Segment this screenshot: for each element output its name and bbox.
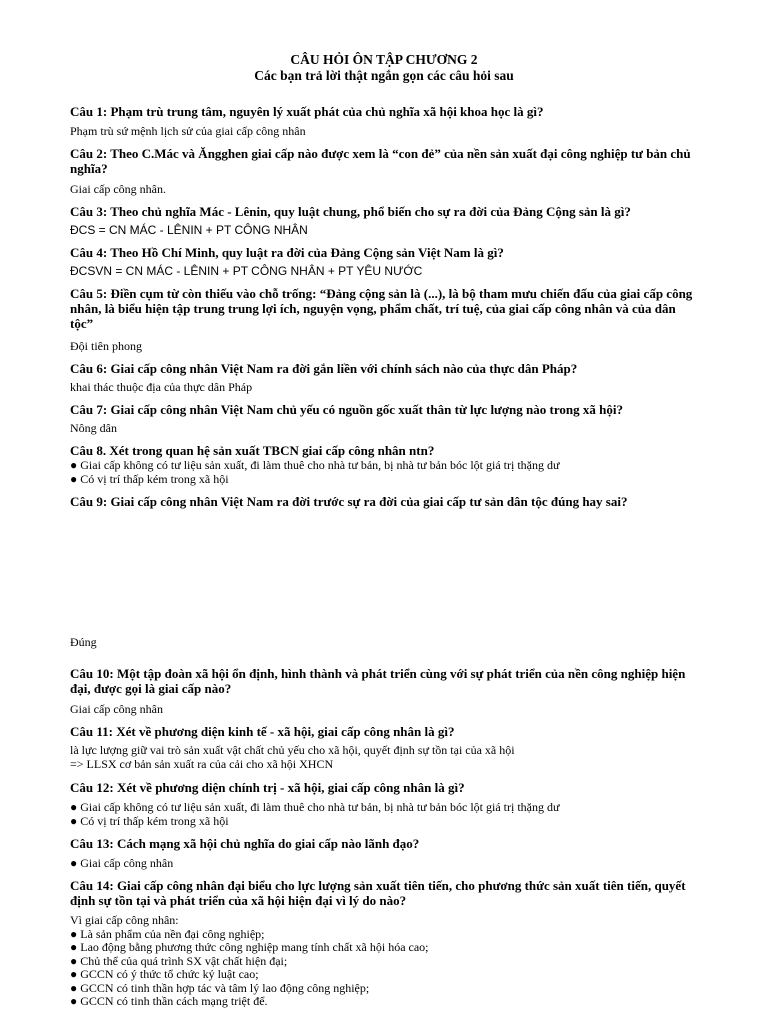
document-title: CÂU HỎI ÔN TẬP CHƯƠNG 2 bbox=[290, 52, 478, 67]
answer-12-line: ● Có vị trí thấp kém trong xã hội bbox=[70, 813, 229, 828]
answer-14-line: ● Chủ thể của quá trình SX vật chất hiện đại; bbox=[70, 953, 288, 968]
answer-9: Đúng bbox=[70, 635, 97, 649]
answer-12 bbox=[70, 801, 710, 828]
answer-8 bbox=[70, 459, 710, 486]
question-11: Câu 11: Xét về phương diện kinh tế - xã hội, giai cấp công nhân là gì? bbox=[70, 724, 455, 739]
answer-14-line: ● GCCN có tinh thần cách mạng triệt để. bbox=[70, 994, 268, 1008]
answer-14-line: ● Lao động bằng phương thức công nghiệp mang tính chất xã hội hóa cao; bbox=[70, 940, 429, 954]
question-12: Câu 12: Xét về phương diện chính trị - xã hội, giai cấp công nhân là gì? bbox=[70, 780, 465, 795]
answer-1: Phạm trù sứ mệnh lịch sử của giai cấp công nhân bbox=[70, 124, 306, 138]
answer-2: Giai cấp công nhân. bbox=[70, 182, 166, 196]
answer-5: Đội tiên phong bbox=[70, 339, 142, 353]
answer-11 bbox=[70, 744, 710, 771]
question-1: Câu 1: Phạm trù trung tâm, nguyên lý xuất phát của chủ nghĩa xã hội khoa học là gì? bbox=[70, 104, 544, 119]
answer-8-line: ● Có vị trí thấp kém trong xã hội bbox=[70, 471, 229, 486]
answer-14-line: Vì giai cấp công nhân: bbox=[70, 913, 179, 927]
answer-14-line: ● Là sản phẩm của nền đại công nghiệp; bbox=[70, 926, 265, 941]
answer-8-line: ● Giai cấp không có tư liệu sản xuất, đi làm thuê cho nhà tư bản, bị nhà tư bản bóc lột giá trị thặng dư bbox=[70, 458, 560, 472]
answer-13: ● Giai cấp công nhân bbox=[70, 856, 174, 870]
answer-6: khai thác thuộc địa của thực dân Pháp bbox=[70, 380, 253, 394]
answer-14-line: ● GCCN có tinh thần hợp tác và tâm lý lao động công nghiệp; bbox=[70, 980, 370, 995]
answer-7: Nông dân bbox=[70, 421, 117, 435]
answer-4: ĐCSVN = CN MÁC - LÊNIN + PT CÔNG NHÂN + PT YÊU NƯỚC bbox=[70, 264, 423, 278]
question-6: Câu 6: Giai cấp công nhân Việt Nam ra đời gắn liền với chính sách nào của thực dân Pháp? bbox=[70, 361, 578, 376]
question-2: Câu 2: Theo C.Mác và Ăngghen giai cấp nào được xem là “con đẻ” của nền sản xuất đại công nghiệp tư bản chủ nghĩa? bbox=[70, 146, 691, 176]
answer-11-line: => LLSX cơ bản sản xuất ra của cải cho xã hội XHCN bbox=[70, 756, 334, 771]
question-7: Câu 7: Giai cấp công nhân Việt Nam chủ yếu có nguồn gốc xuất thân từ lực lượng nào trong xã hội? bbox=[70, 402, 623, 417]
answer-3: ĐCS = CN MÁC - LÊNIN + PT CÔNG NHÂN bbox=[70, 223, 308, 237]
answer-12-line: ● Giai cấp không có tư liệu sản xuất, đi làm thuê cho nhà tư bản, bị nhà tư bản bóc lột giá trị thặng dư bbox=[70, 800, 560, 814]
question-5: Câu 5: Điền cụm từ còn thiếu vào chỗ trống: “Đảng cộng sản là (...), là bộ tham mưu chiến đấu của giai cấp công nhân, là biểu hiện tập trung trung lợi ích, nguyện vọng, phẩm chất, trí tuệ, của giai cấp công nhân và của dân tộc” bbox=[70, 286, 693, 331]
answer-10: Giai cấp công nhân bbox=[70, 702, 163, 716]
question-4: Câu 4: Theo Hồ Chí Minh, quy luật ra đời của Đảng Cộng sản Việt Nam là gì? bbox=[70, 245, 504, 260]
question-10: Câu 10: Một tập đoàn xã hội ổn định, hình thành và phát triển cùng với sự phát triển của nền công nghiệp hiện đại, được gọi là giai cấp nào? bbox=[70, 666, 686, 696]
question-3: Câu 3: Theo chủ nghĩa Mác - Lênin, quy luật chung, phổ biến cho sự ra đời của Đảng Cộng sản là gì? bbox=[70, 204, 631, 219]
answer-11-line: là lực lượng giữ vai trò sản xuất vật chất chủ yếu cho xã hội, quyết định sự tồn tại của xã hội bbox=[70, 743, 515, 757]
question-8: Câu 8. Xét trong quan hệ sản xuất TBCN giai cấp công nhân ntn? bbox=[70, 443, 435, 458]
document-subtitle: Các bạn trả lời thật ngắn gọn các câu hỏi sau bbox=[254, 68, 514, 83]
question-14: Câu 14: Giai cấp công nhân đại biểu cho lực lượng sản xuất tiên tiến, cho phương thức sản xuất tiên tiến, quyết định sự tồn tại và phát triển của xã hội hiện đại vì lý do nào? bbox=[70, 878, 686, 908]
answer-14 bbox=[70, 914, 710, 1009]
question-9: Câu 9: Giai cấp công nhân Việt Nam ra đời trước sự ra đời của giai cấp tư sản dân tộc đúng hay sai? bbox=[70, 494, 628, 509]
answer-14-line: ● GCCN có ý thức tổ chức kỷ luật cao; bbox=[70, 967, 259, 981]
question-13: Câu 13: Cách mạng xã hội chủ nghĩa do giai cấp nào lãnh đạo? bbox=[70, 836, 420, 851]
